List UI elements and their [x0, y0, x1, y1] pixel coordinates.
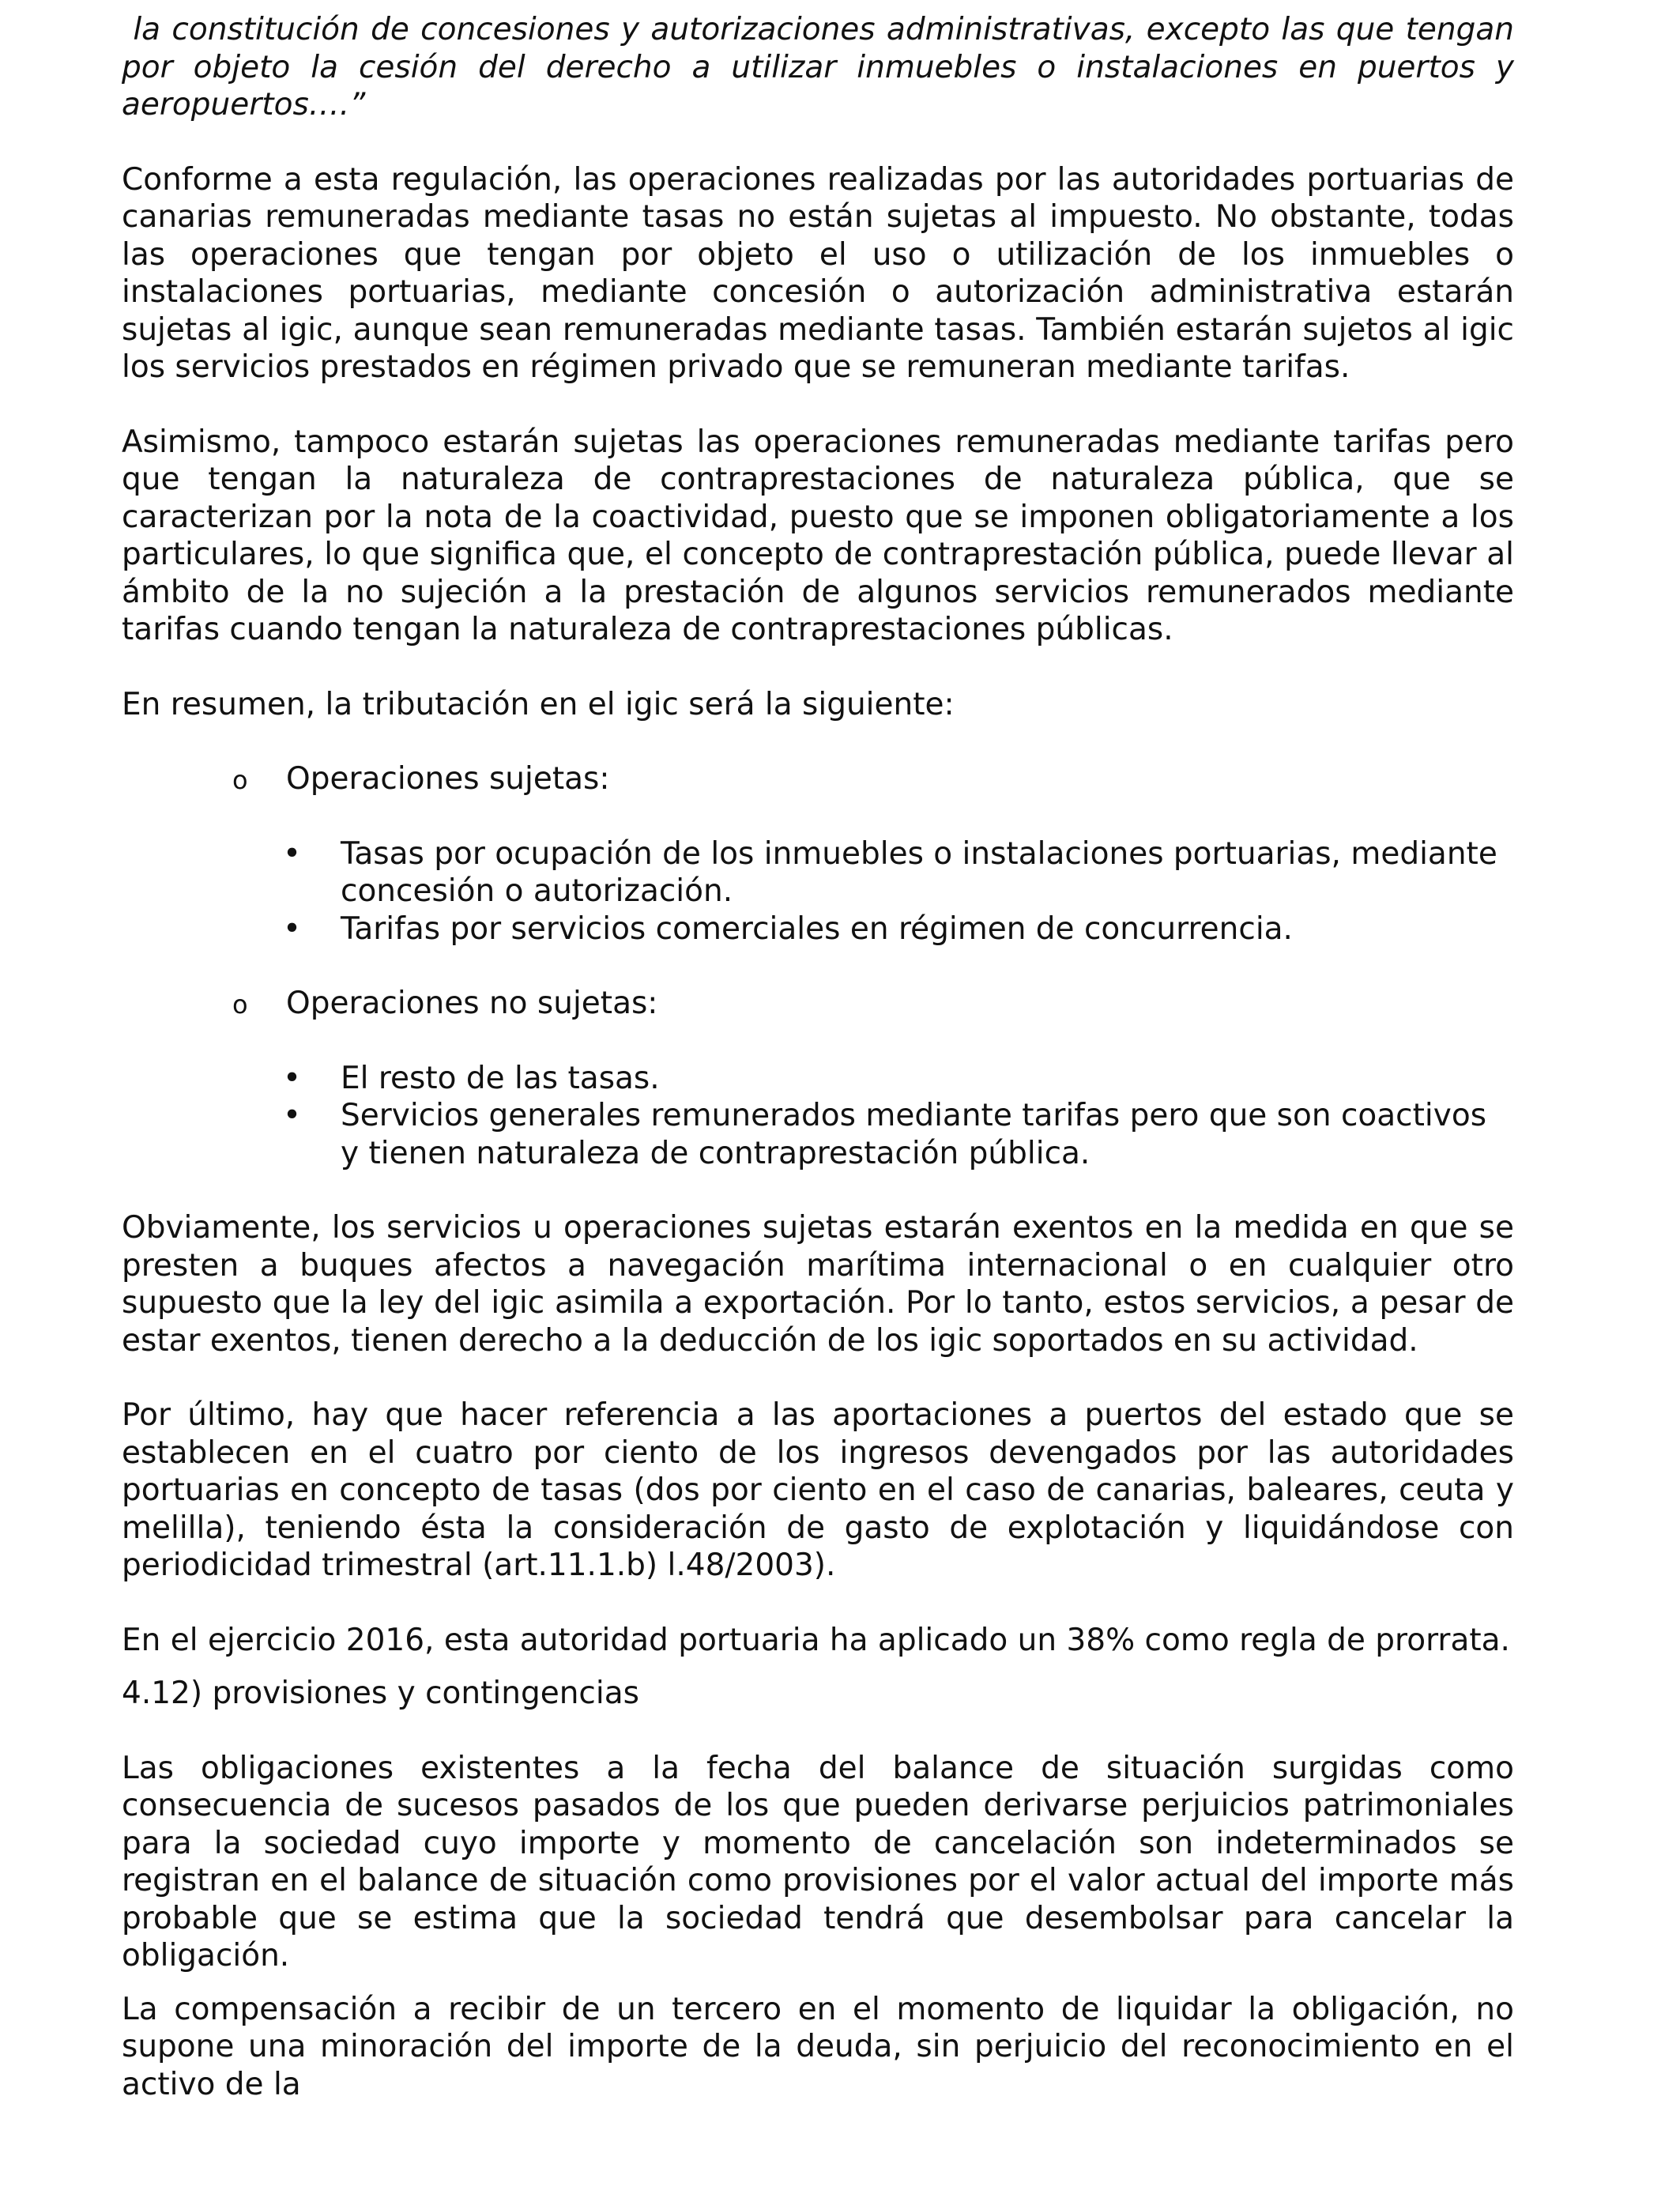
bullet-icon: • — [283, 910, 302, 947]
bullet-icon: • — [283, 835, 302, 872]
document-page — [122, 11, 1514, 2103]
sujetas-heading: Operaciones sujetas: — [286, 761, 610, 797]
list-heading-no-sujetas — [122, 985, 1514, 1023]
paragraph-por-ultimo: Por último, hay que hacer referencia a las aportaciones a puertos del estado que se establecen en el cuatro por ciento de los ingresos devengados por las autoridades portuarias en concepto de tasas (dos por ciento en el caso de canarias, baleares, ceuta y melilla), teniendo ésta la consideración de gasto de explotación y liquidándose con periodicidad trimestral (art.11.1.b) l.48/2003). — [122, 1397, 1514, 1583]
section-heading: 4.12) provisiones y contingencias — [122, 1676, 639, 1711]
circle-bullet-icon: o — [232, 765, 248, 795]
bullet-icon: • — [283, 1098, 302, 1133]
no-sujetas-heading: Operaciones no sujetas: — [286, 986, 658, 1021]
paragraph-obligaciones: Las obligaciones existentes a la fecha del balance de situación surgidas como consecuencia de sucesos pasados de los que pueden derivarse perjuicios patrimoniales para la sociedad cuyo importe y momento de cancelación son indeterminados se registran en el balance de situación como provisiones por el valor actual del importe más probable que se estima que la sociedad tendrá que desembolsar para cancelar la obligación. — [122, 1750, 1514, 1973]
paragraph-compensacion: La compensación a recibir de un tercero en el momento de liquidar la obligación, no supone una minoración del importe de la deuda, sin perjuicio del reconocimiento en el activo de la — [122, 1991, 1514, 2102]
circle-bullet-icon: o — [232, 990, 248, 1020]
paragraph-resumen: En resumen, la tributación en el igic será la siguiente: — [122, 686, 955, 722]
bullet-icon: • — [283, 1060, 302, 1096]
list-item: • El resto de las tasas. — [283, 1060, 660, 1096]
paragraph-obviamente: Obviamente, los servicios u operaciones sujetas estarán exentos en la medida en que se presten a buques afectos a navegación marítima internacional o en cualquier otro supuesto que la ley del igic asimila a exportación. Por lo tanto, estos servicios, a pesar de estar exentos, tienen derecho a la deducción de los igic soportados en su actividad. — [122, 1210, 1514, 1359]
no-sujetas-list — [122, 1060, 1514, 1173]
list-item: • Tarifas por servicios comerciales en régimen de concurrencia. — [283, 910, 1293, 947]
paragraph-ejercicio: En el ejercicio 2016, esta autoridad portuaria ha aplicado un 38% como regla de prorrata. — [122, 1622, 1510, 1658]
list-item: • Tasas por ocupación de los inmuebles o instalaciones portuarias, mediante concesión o autorización. — [283, 835, 1497, 909]
paragraph-conforme: Conforme a esta regulación, las operaciones realizadas por las autoridades portuarias de canarias remuneradas mediante tasas no están sujetas al impuesto. No obstante, todas las operaciones que tengan por objeto el uso o utilización de los inmuebles o instalaciones portuarias, mediante concesión o autorización administrativa estarán sujetas al igic, aunque sean remuneradas mediante tasas. También estarán sujetos al igic los servicios prestados en régimen privado que se remuneran mediante tarifas. — [122, 161, 1514, 385]
list-heading-sujetas — [122, 760, 1514, 798]
paragraph-asimismo: Asimismo, tampoco estarán sujetas las operaciones remuneradas mediante tarifas pero que tengan la naturaleza de contraprestaciones de naturaleza pública, que se caracterizan por la nota de la coactividad, puesto que se imponen obligatoriamente a los particulares, lo que significa que, el concepto de contraprestación pública, puede llevar al ámbito de la no sujeción a la prestación de algunos servicios remunerados mediante tarifas cuando tengan la naturaleza de contraprestaciones públicas. — [122, 424, 1514, 647]
intro-quote: la constitución de concesiones y autorizaciones administrativas, excepto las que tengan por objeto la cesión del derecho a utilizar inmuebles o instalaciones en puertos y aeropuertos….” — [122, 12, 1514, 123]
list-item: • Servicios generales remunerados mediante tarifas pero que son coactivos y tienen naturaleza de contraprestación pública. — [283, 1098, 1487, 1171]
sujetas-list — [122, 835, 1514, 948]
